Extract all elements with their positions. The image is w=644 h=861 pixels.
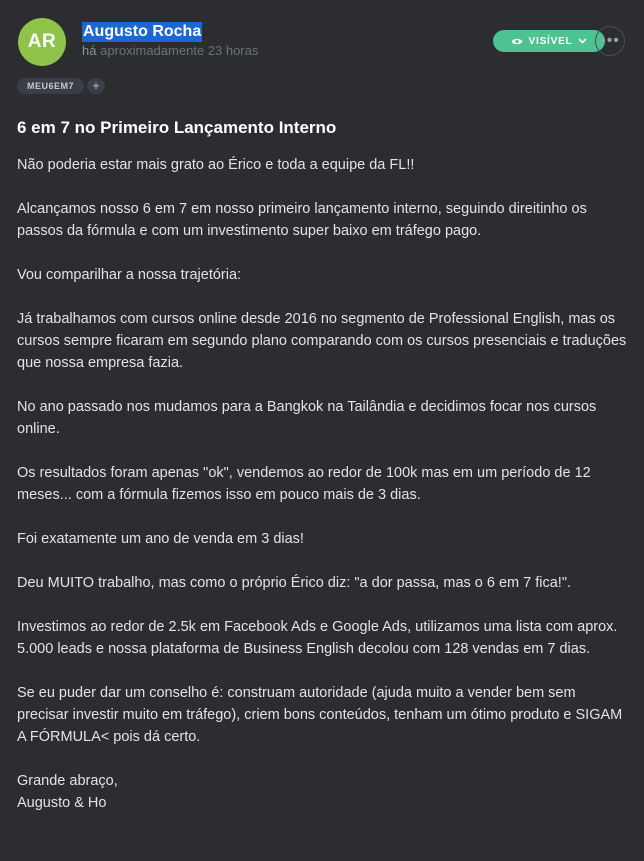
visibility-dropdown[interactable] bbox=[493, 30, 605, 52]
visibility-label: VISÍVEL bbox=[528, 35, 573, 47]
post-paragraph: Já trabalhamos com cursos online desde 2016 no segmento de Professional English, mas os cursos sempre ficaram em segundo plano comparando com os cursos presenciais e traduções que nossa empresa fazia. bbox=[17, 311, 627, 371]
eye-icon bbox=[511, 37, 523, 46]
signoff-name: Augusto & Ho bbox=[17, 795, 107, 811]
more-dots-icon: ••• bbox=[600, 32, 620, 49]
post-paragraph: Investimos ao redor de 2.5k em Facebook Ads e Google Ads, utilizamos uma lista com aprox. 5.000 leads e nossa plataforma de Business English decolou com 128 vendas em 7 dias. bbox=[17, 619, 618, 657]
add-tag-button[interactable]: + bbox=[87, 78, 105, 94]
post-paragraph: No ano passado nos mudamos para a Bangkok na Tailândia e decidimos focar nos cursos online. bbox=[17, 399, 597, 437]
post-paragraph: Vou comparilhar a nossa trajetória: bbox=[17, 267, 242, 283]
chevron-down-icon bbox=[578, 38, 587, 44]
tag-chip[interactable]: MEU6EM7 bbox=[17, 78, 84, 94]
signoff-greeting: Grande abraço, bbox=[17, 773, 118, 789]
author-name[interactable]: Augusto Rocha bbox=[83, 23, 202, 40]
timestamp bbox=[82, 43, 258, 59]
post-paragraph: Não poderia estar mais grato ao Érico e toda a equipe da FL!! bbox=[17, 157, 415, 173]
post-title: 6 em 7 no Primeiro Lançamento Interno bbox=[17, 118, 337, 137]
post-paragraph: Se eu puder dar um conselho é: construam autoridade (ajuda muito a vender bem sem precisar investir muito em tráfego), criem bons conteúdos, tenham um ótimo produto e SIGAM A FÓRMULA< pois dá certo. bbox=[17, 685, 623, 745]
post-paragraph: Alcançamos nosso 6 em 7 em nosso primeiro lançamento interno, seguindo direitinho os passos da fórmula e com um investimento super baixo em tráfego pago. bbox=[17, 201, 587, 239]
post-header bbox=[17, 18, 628, 66]
timestamp-relative: aproximadamente 23 horas bbox=[100, 43, 259, 58]
tag-list bbox=[17, 78, 628, 94]
post-paragraph: Foi exatamente um ano de venda em 3 dias! bbox=[17, 531, 304, 547]
post-paragraph: Os resultados foram apenas "ok", vendemos ao redor de 100k mas em um período de 12 meses... com a fórmula fizemos isso em pouco mais de 3 dias. bbox=[17, 465, 591, 503]
avatar[interactable]: AR bbox=[18, 18, 66, 66]
timestamp-prefix: há bbox=[82, 43, 97, 58]
more-options-button[interactable] bbox=[595, 26, 625, 56]
post-body bbox=[17, 154, 628, 814]
post-paragraph: Deu MUITO trabalho, mas como o próprio Érico diz: "a dor passa, mas o 6 em 7 fica!". bbox=[17, 575, 572, 591]
